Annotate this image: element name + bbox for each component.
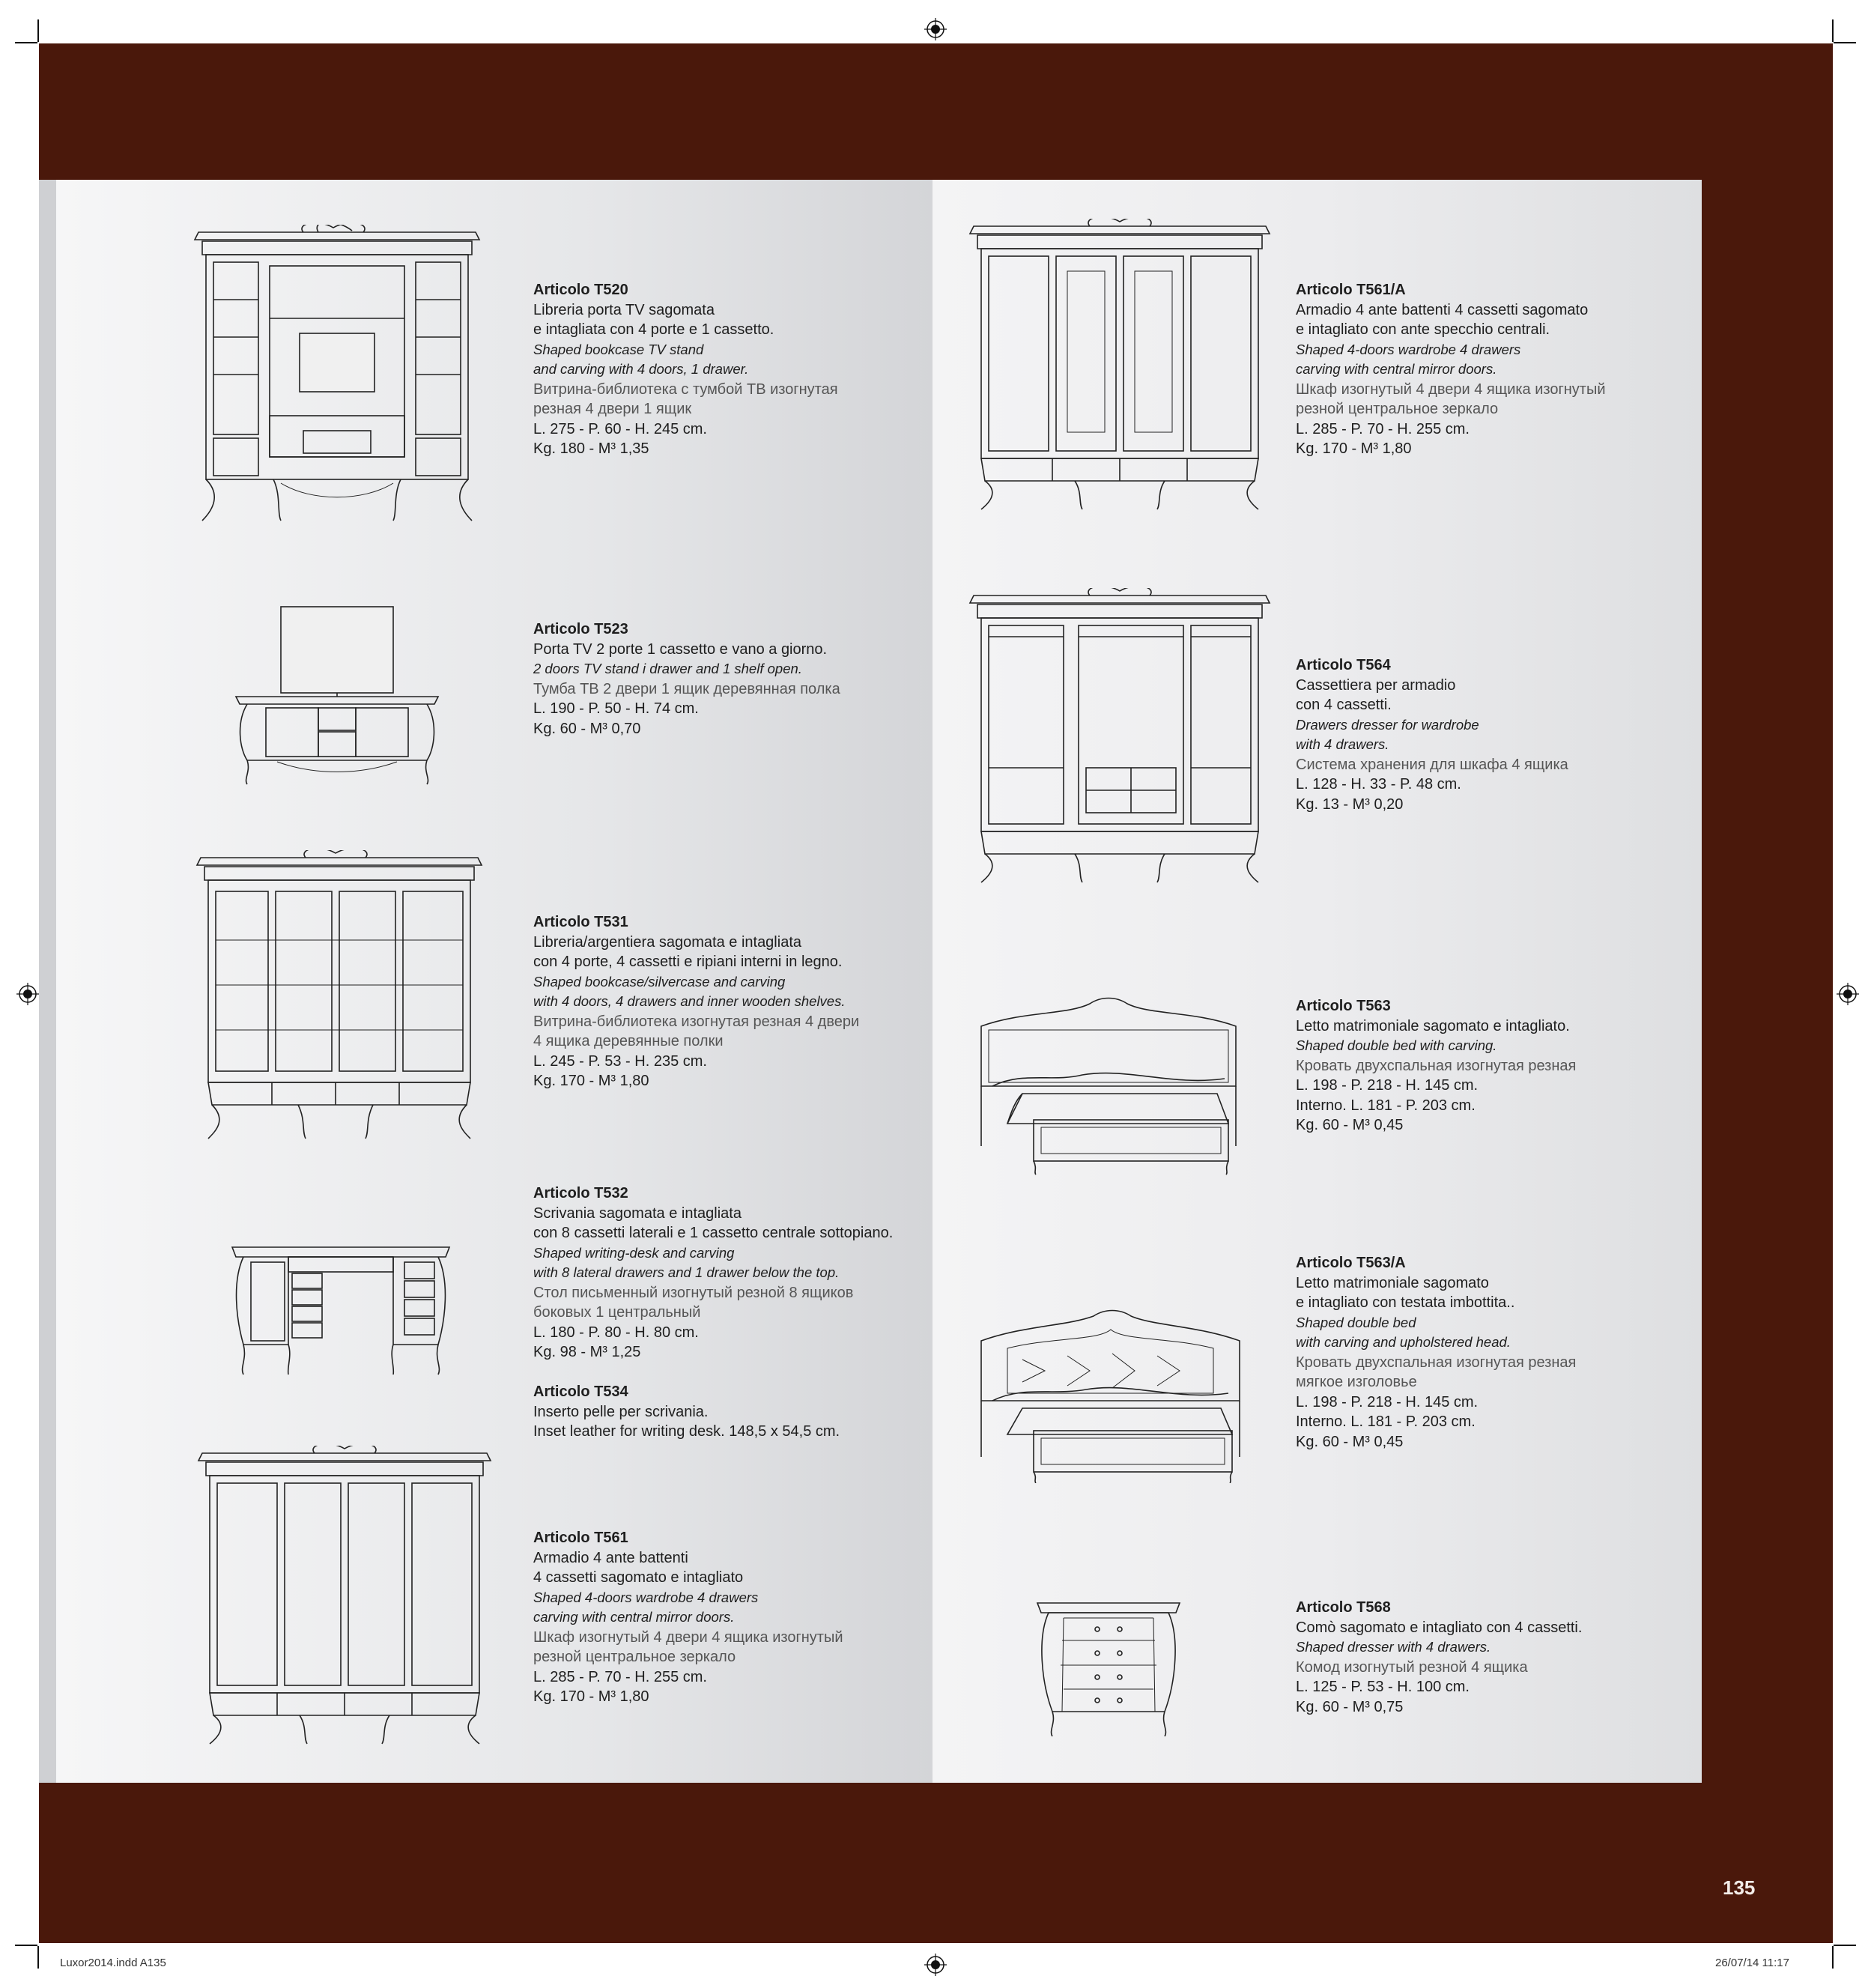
product-t563 xyxy=(1296,996,1576,1136)
t563-drawing xyxy=(977,996,1240,1176)
t523-drawing xyxy=(232,603,442,787)
english-description: with carving and upholstered head. xyxy=(1296,1334,1511,1350)
italian-description: e intagliato con testata imbottita.. xyxy=(1296,1294,1515,1311)
product-t523 xyxy=(533,619,840,739)
italian-description: Armadio 4 ante battenti xyxy=(533,1549,688,1566)
product-code: Articolo T561 xyxy=(533,1530,628,1546)
weight-volume: Kg. 170 - M³ 1,80 xyxy=(533,1073,649,1089)
product-code: Articolo T563/A xyxy=(1296,1255,1406,1271)
t561a-drawing xyxy=(966,219,1273,511)
slug-date: 26/07/14 11:17 xyxy=(1715,1957,1789,1969)
italian-description: Scrivania sagomata e intagliata xyxy=(533,1204,742,1222)
t520-drawing xyxy=(191,225,483,524)
english-description: Shaped double bed with carving. xyxy=(1296,1037,1497,1053)
t563a-drawing xyxy=(977,1307,1243,1483)
english-description: carving with central mirror doors. xyxy=(1296,361,1497,377)
dimensions: L. 128 - H. 33 - P. 48 cm. xyxy=(1296,776,1461,793)
italian-description: Letto matrimoniale sagomato xyxy=(1296,1274,1489,1291)
russian-description: Витрина-библиотека с тумбой ТВ изогнутая xyxy=(533,381,838,398)
italian-description: con 4 cassetti. xyxy=(1296,697,1392,713)
t564-drawing xyxy=(966,588,1273,884)
italian-description: con 4 porte, 4 cassetti e ripiani interni in legno. xyxy=(533,954,843,970)
crop-mark xyxy=(15,1945,37,1946)
english-description: Shaped double bed xyxy=(1296,1314,1416,1330)
t568-drawing xyxy=(1034,1599,1183,1738)
product-t520 xyxy=(533,280,838,459)
dimensions: L. 180 - P. 80 - H. 80 cm. xyxy=(533,1324,699,1341)
italian-description: Cassettiera per armadio xyxy=(1296,676,1456,694)
weight-volume: Kg. 180 - M³ 1,35 xyxy=(533,440,649,457)
t531-drawing xyxy=(193,850,485,1142)
weight-volume: Kg. 170 - M³ 1,80 xyxy=(1296,440,1412,457)
t532-drawing xyxy=(228,1243,453,1378)
italian-description: Letto matrimoniale sagomato e intagliato. xyxy=(1296,1017,1570,1034)
weight-volume: Kg. 98 - M³ 1,25 xyxy=(533,1344,641,1360)
interior-dimensions: Interno. L. 181 - P. 203 cm. xyxy=(1296,1097,1476,1114)
product-t563a xyxy=(1296,1253,1576,1452)
crop-mark xyxy=(1832,19,1834,42)
left-page-strip xyxy=(39,180,56,1783)
crop-mark xyxy=(1832,1946,1834,1969)
weight-volume: Kg. 13 - M³ 0,20 xyxy=(1296,795,1404,813)
product-code: Articolo T563 xyxy=(1296,998,1391,1014)
product-code: Articolo T532 xyxy=(533,1185,628,1201)
italian-description: e intagliata con 4 porte e 1 cassetto. xyxy=(533,321,774,338)
italian-description: Armadio 4 ante battenti 4 cassetti sagomato xyxy=(1296,301,1589,318)
russian-description: резной центральное зеркало xyxy=(533,1649,736,1665)
product-code: Articolo T568 xyxy=(1296,1599,1391,1616)
registration-mark-icon xyxy=(924,18,947,40)
weight-volume: Kg. 60 - M³ 0,45 xyxy=(1296,1433,1404,1450)
crop-mark xyxy=(1834,42,1856,43)
english-description: 2 doors TV stand i drawer and 1 shelf open. xyxy=(533,661,802,676)
crop-mark xyxy=(37,19,39,42)
english-description: with 4 doors, 4 drawers and inner wooden shelves. xyxy=(533,993,846,1009)
registration-mark-icon xyxy=(16,983,39,1005)
russian-description: Кровать двухспальная изогнутая резная xyxy=(1296,1354,1577,1371)
english-description: carving with central mirror doors. xyxy=(533,1609,735,1625)
weight-volume: Kg. 60 - M³ 0,75 xyxy=(1296,1698,1404,1715)
product-t531 xyxy=(533,912,859,1091)
product-t561a xyxy=(1296,280,1606,459)
product-code: Articolo T561/A xyxy=(1296,282,1406,298)
english-description: Inset leather for writing desk. 148,5 x 54,5 cm. xyxy=(533,1423,840,1440)
product-code: Articolo T534 xyxy=(533,1384,628,1400)
english-description: with 8 lateral drawers and 1 drawer below the top. xyxy=(533,1264,840,1280)
italian-description: Porta TV 2 porte 1 cassetto e vano a giorno. xyxy=(533,640,828,658)
russian-description: резной центральное зеркало xyxy=(1296,401,1499,417)
weight-volume: Kg. 170 - M³ 1,80 xyxy=(533,1688,649,1705)
italian-description: con 8 cassetti laterali e 1 cassetto centrale sottopiano. xyxy=(533,1225,894,1241)
russian-description: Шкаф изогнутый 4 двери 4 ящика изогнутый xyxy=(533,1628,843,1646)
dimensions: L. 198 - P. 218 - H. 145 cm. xyxy=(1296,1077,1479,1094)
english-description: Shaped writing-desk and carving xyxy=(533,1244,735,1261)
italian-description: Libreria porta TV sagomata xyxy=(533,301,715,318)
russian-description: Комод изогнутый резной 4 ящика xyxy=(1296,1658,1528,1676)
italian-description: e intagliato con ante specchio centrali. xyxy=(1296,321,1550,338)
russian-description: Витрина-библиотека изогнутая резная 4 двери xyxy=(533,1013,860,1030)
dimensions: L. 245 - P. 53 - H. 235 cm. xyxy=(533,1052,707,1070)
page-number: 135 xyxy=(1723,1876,1756,1899)
italian-description: Inserto pelle per scrivania. xyxy=(533,1403,709,1420)
italian-description: 4 cassetti sagomato e intagliato xyxy=(533,1569,744,1586)
product-code: Articolo T564 xyxy=(1296,657,1391,673)
weight-volume: Kg. 60 - M³ 0,45 xyxy=(1296,1117,1404,1133)
english-description: Shaped bookcase TV stand xyxy=(533,341,704,357)
english-description: Shaped 4-doors wardrobe 4 drawers xyxy=(1296,341,1521,357)
dimensions: L. 190 - P. 50 - H. 74 cm. xyxy=(533,700,699,717)
product-code: Articolo T520 xyxy=(533,282,628,298)
crop-mark xyxy=(15,42,37,43)
russian-description: Стол письменный изогнутый резной 8 ящиков xyxy=(533,1284,854,1301)
product-code: Articolo T523 xyxy=(533,621,628,637)
russian-description: Система хранения для шкафа 4 ящика xyxy=(1296,756,1568,773)
product-code: Articolo T531 xyxy=(533,914,628,930)
english-description: Shaped dresser with 4 drawers. xyxy=(1296,1639,1491,1655)
russian-description: 4 ящика деревянные полки xyxy=(533,1033,724,1049)
russian-description: резная 4 двери 1 ящик xyxy=(533,401,692,417)
interior-dimensions: Interno. L. 181 - P. 203 cm. xyxy=(1296,1413,1476,1430)
russian-description: мягкое изголовье xyxy=(1296,1374,1417,1390)
english-description: Shaped 4-doors wardrobe 4 drawers xyxy=(533,1589,759,1605)
product-t534 xyxy=(533,1382,840,1442)
product-t568 xyxy=(1296,1598,1582,1717)
russian-description: Шкаф изогнутый 4 двери 4 ящика изогнутый xyxy=(1296,381,1606,398)
russian-description: Тумба ТВ 2 двери 1 ящик деревянная полка xyxy=(533,680,840,697)
dimensions: L. 198 - P. 218 - H. 145 cm. xyxy=(1296,1393,1479,1410)
english-description: with 4 drawers. xyxy=(1296,736,1389,752)
italian-description: Comò sagomato e intagliato con 4 cassetti. xyxy=(1296,1619,1583,1636)
crop-mark xyxy=(37,1946,39,1969)
russian-description: Кровать двухспальная изогнутая резная xyxy=(1296,1057,1577,1074)
dimensions: L. 285 - P. 70 - H. 255 cm. xyxy=(533,1668,707,1685)
registration-mark-icon xyxy=(1837,983,1859,1005)
english-description: and carving with 4 doors, 1 drawer. xyxy=(533,361,749,377)
dimensions: L. 125 - P. 53 - H. 100 cm. xyxy=(1296,1679,1470,1695)
english-description: Drawers dresser for wardrobe xyxy=(1296,716,1479,733)
crop-mark xyxy=(1834,1945,1856,1946)
weight-volume: Kg. 60 - M³ 0,70 xyxy=(533,720,641,737)
english-description: Shaped bookcase/silvercase and carving xyxy=(533,973,786,990)
italian-description: Libreria/argentiera sagomata e intagliata xyxy=(533,933,801,951)
product-t564 xyxy=(1296,655,1568,814)
russian-description: боковых 1 центральный xyxy=(533,1304,701,1321)
product-t532 xyxy=(533,1184,893,1363)
product-t561 xyxy=(533,1528,843,1707)
dimensions: L. 285 - P. 70 - H. 255 cm. xyxy=(1296,420,1470,437)
slug-filename: Luxor2014.indd A135 xyxy=(60,1957,166,1969)
dimensions: L. 275 - P. 60 - H. 245 cm. xyxy=(533,420,707,437)
t561-drawing xyxy=(195,1446,494,1745)
registration-mark-icon xyxy=(924,1954,947,1976)
